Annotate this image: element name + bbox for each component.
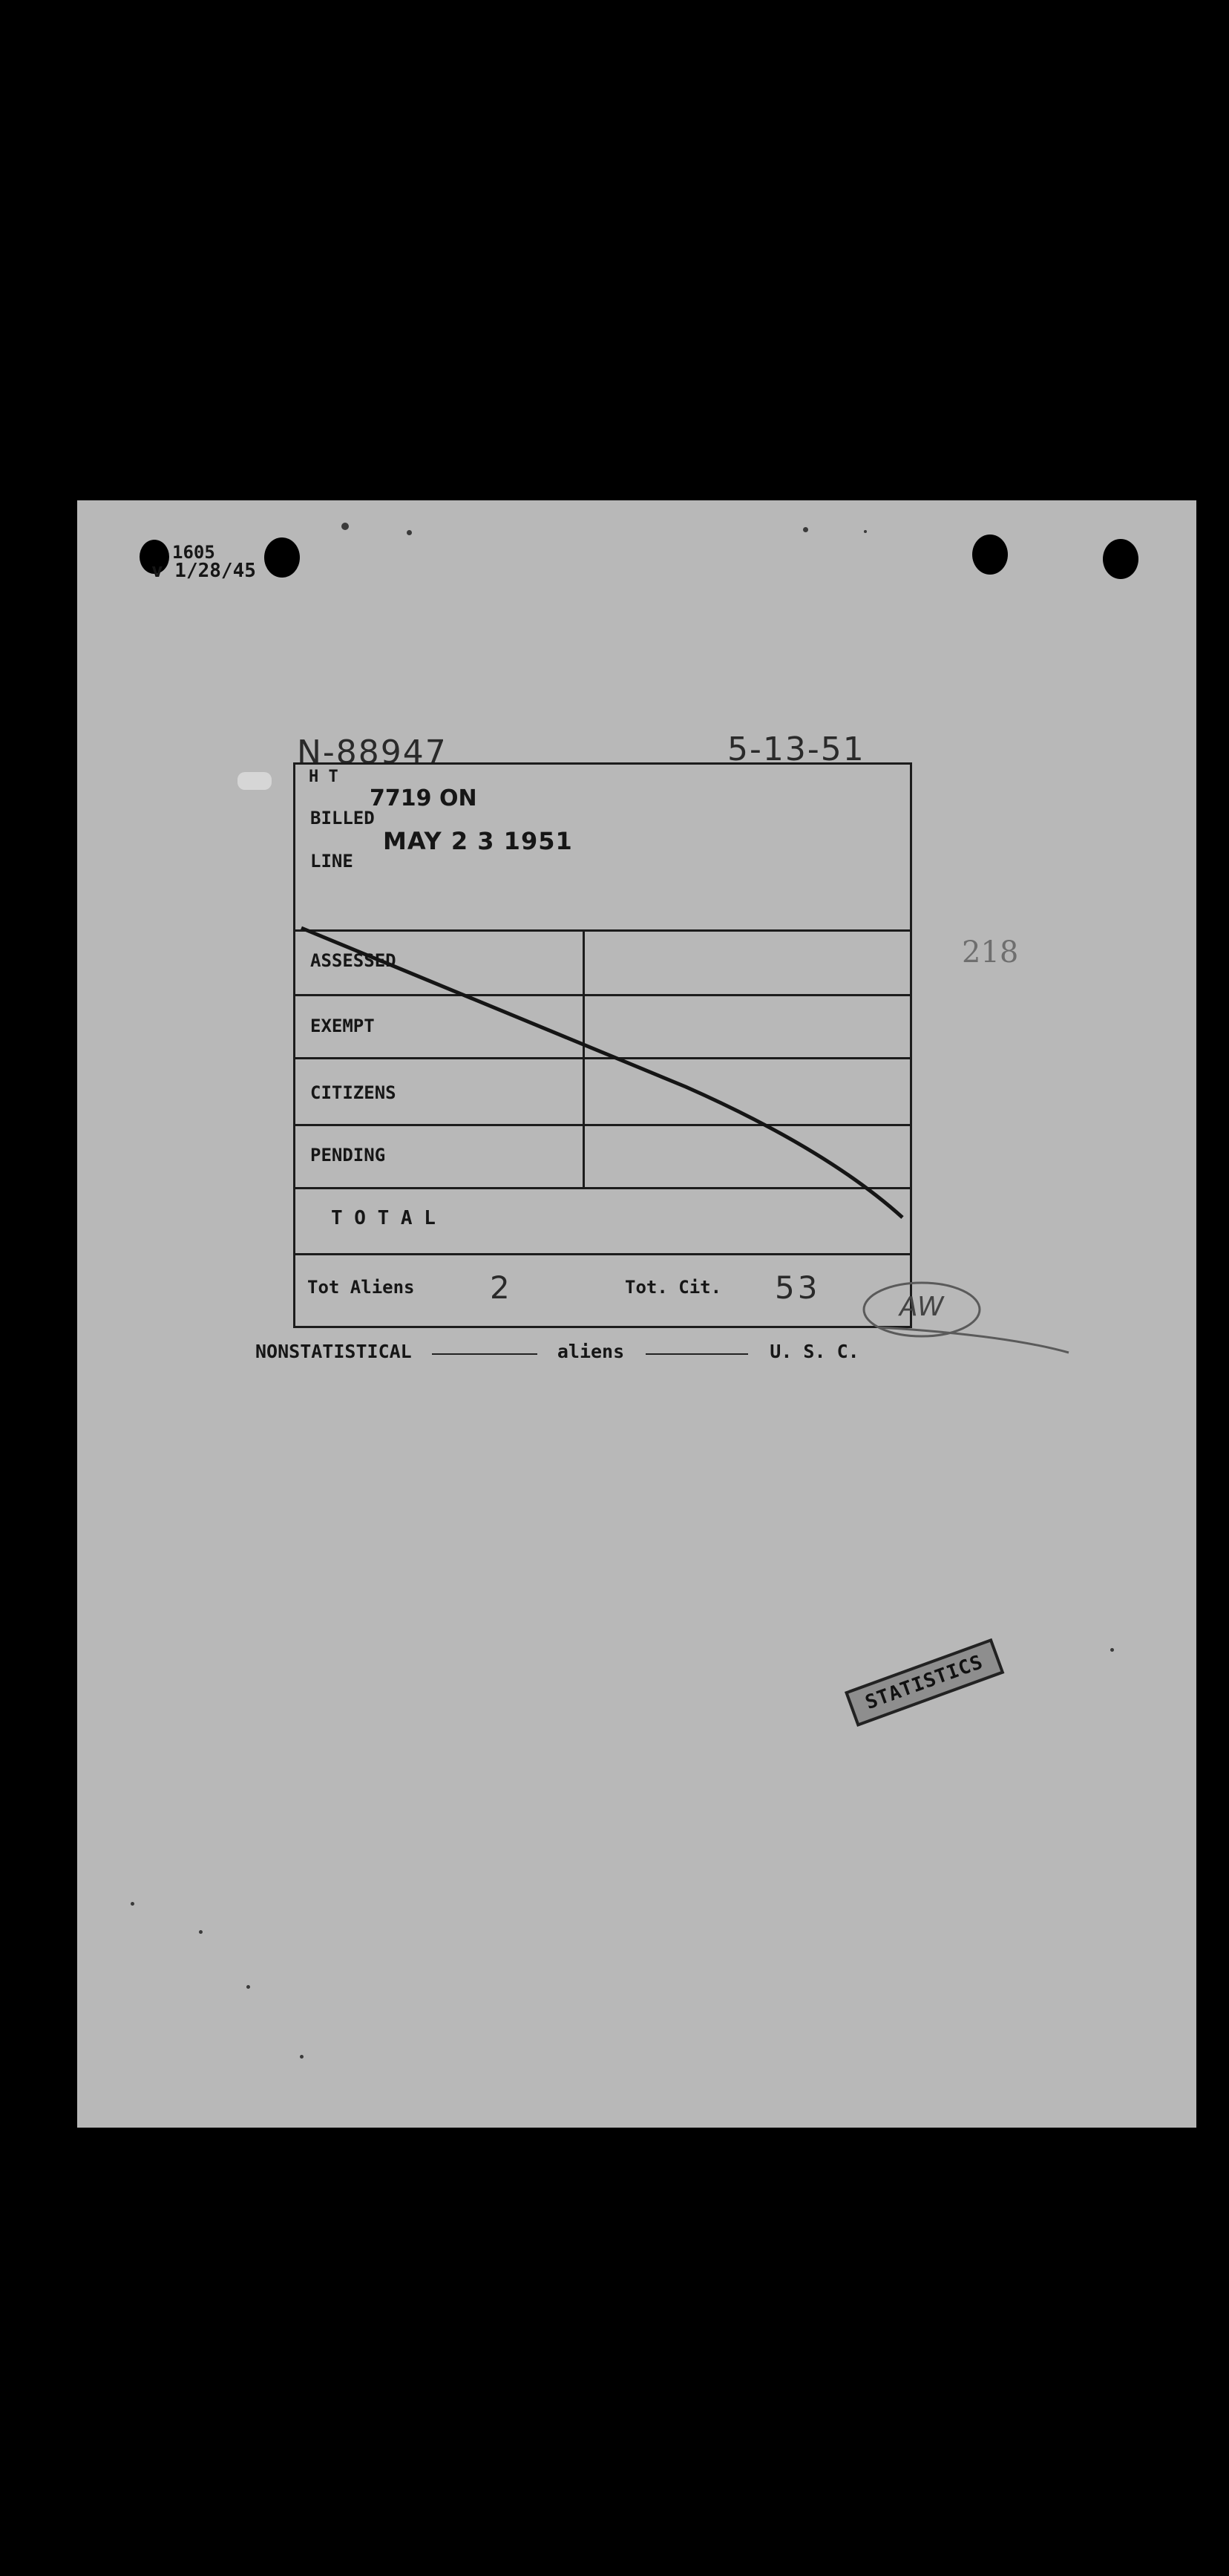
row-label-citizens: CITIZENS: [310, 1082, 396, 1103]
statistics-stamp: STATISTICS: [845, 1638, 1004, 1727]
billed-label: BILLED: [310, 808, 375, 828]
tot-cit-value: 53: [775, 1269, 821, 1306]
document-sheet: [77, 500, 1196, 2128]
ht-label: H T: [309, 768, 338, 786]
tot-aliens-value: 2: [490, 1269, 510, 1306]
nonstatistical-blank: [432, 1350, 537, 1355]
tot-cit-label: Tot. Cit.: [625, 1277, 722, 1298]
row-label-exempt: EXEMPT: [310, 1016, 375, 1036]
row-label-assessed: ASSESSED: [310, 950, 396, 971]
margin-note: 218: [962, 935, 1019, 970]
total-label: T O T A L: [331, 1207, 436, 1229]
line-label: LINE: [310, 851, 353, 872]
aliens-label: aliens: [557, 1341, 625, 1362]
no-bill-stamp: 7719 ON: [370, 785, 477, 811]
date-written: 5-13-51: [727, 730, 865, 768]
usc-label: U. S. C.: [770, 1341, 859, 1362]
initials: AW: [899, 1292, 944, 1322]
row-label-pending: PENDING: [310, 1145, 386, 1166]
nonstatistical-label: NONSTATISTICAL: [255, 1341, 412, 1362]
file-number: N-88947: [297, 733, 448, 771]
aliens-blank: [646, 1350, 748, 1355]
tot-aliens-label: Tot Aliens: [307, 1277, 415, 1298]
form-number: 1605: [172, 542, 215, 563]
initials-tail: [879, 1327, 1069, 1353]
billed-date-stamp: MAY 2 3 1951: [383, 827, 573, 855]
diagonal-slash: [77, 500, 1196, 2128]
form-revision: v 1/28/45: [151, 560, 256, 582]
nonstatistical-line: [255, 1341, 859, 1362]
